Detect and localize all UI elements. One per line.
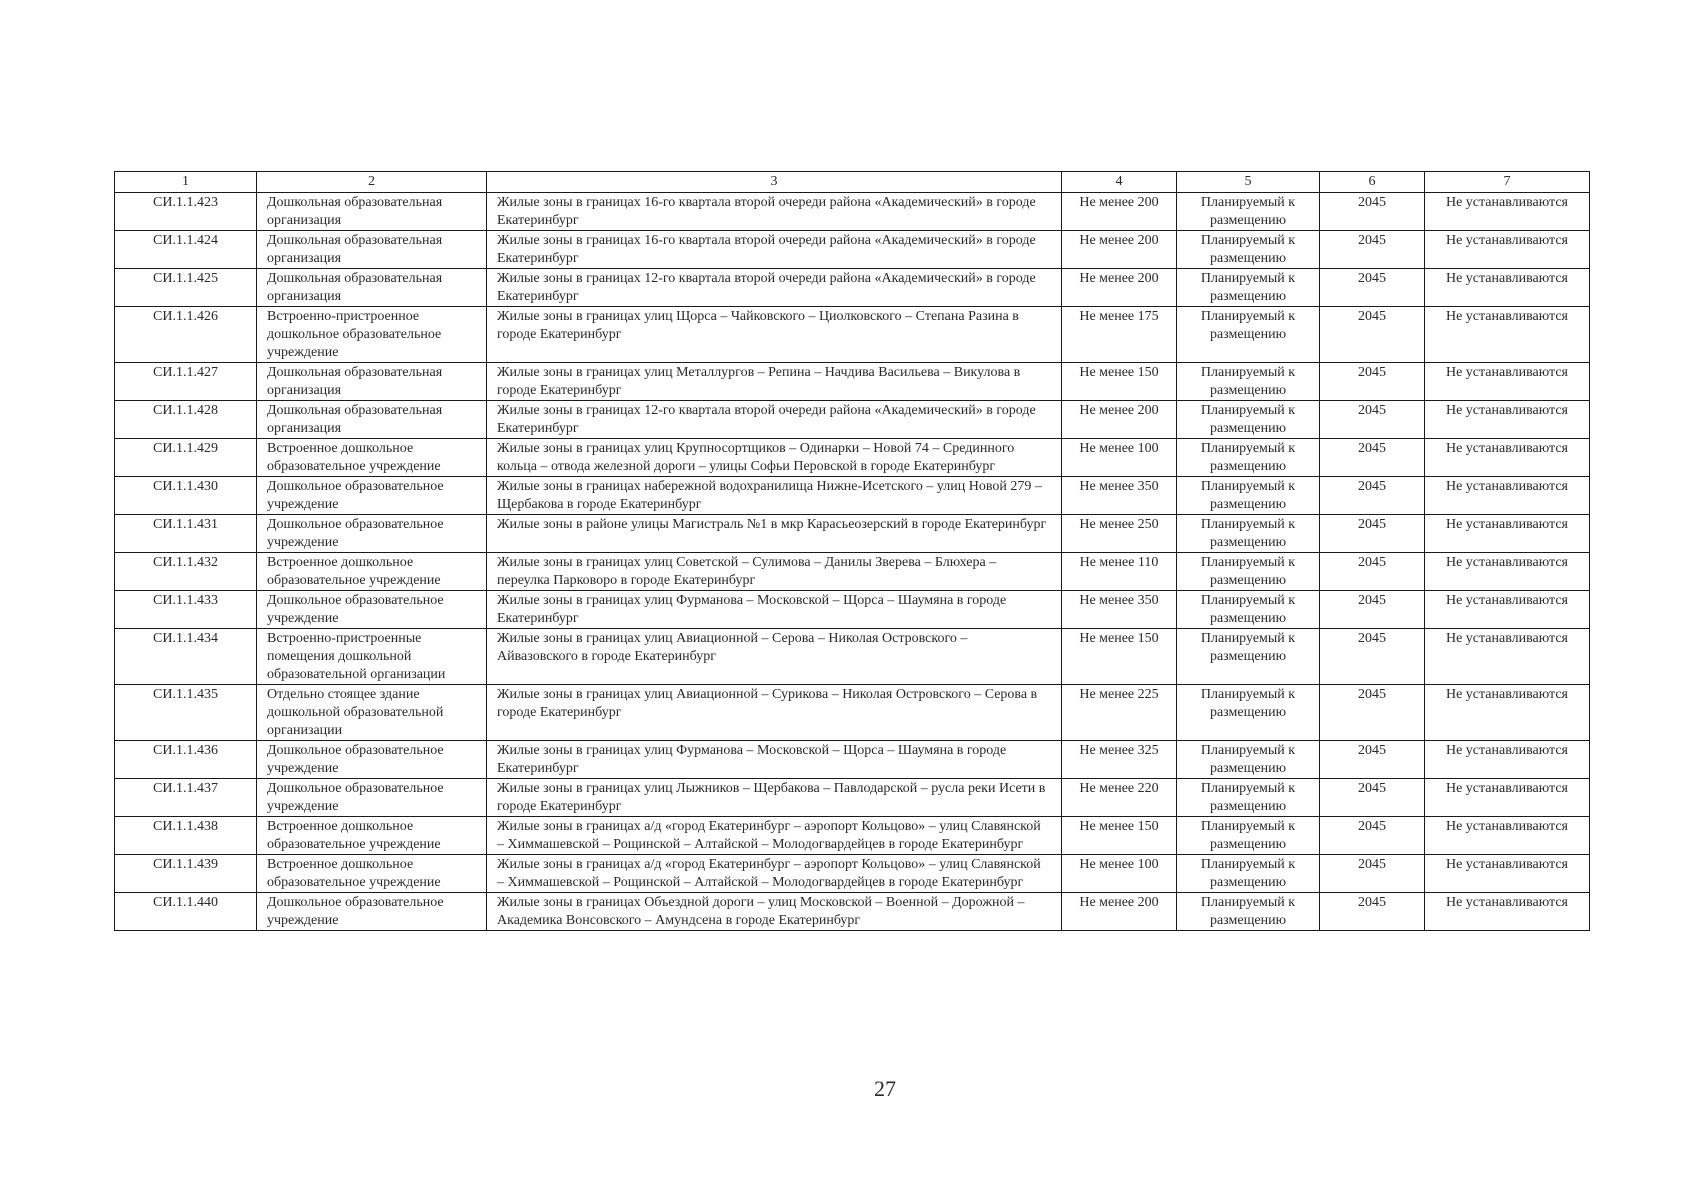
column-header: 3: [487, 172, 1062, 193]
location-cell: Жилые зоны в границах улиц Фурманова – Московской – Щорса – Шаумяна в городе Екатеринбург: [487, 741, 1062, 779]
location-cell: Жилые зоны в границах улиц Щорса – Чайковского – Циолковского – Степана Разина в городе Екатеринбург: [487, 307, 1062, 363]
status-cell: Планируемый к размещению: [1177, 553, 1320, 591]
object-code-cell: СИ.1.1.431: [115, 515, 257, 553]
capacity-cell: Не менее 100: [1062, 855, 1177, 893]
capacity-cell: Не менее 350: [1062, 591, 1177, 629]
capacity-cell: Не менее 200: [1062, 269, 1177, 307]
location-cell: Жилые зоны в границах 12-го квартала второй очереди района «Академический» в городе Екатеринбург: [487, 401, 1062, 439]
object-name-cell: Дошкольное образовательное учреждение: [257, 741, 487, 779]
capacity-cell: Не менее 175: [1062, 307, 1177, 363]
status-cell: Планируемый к размещению: [1177, 817, 1320, 855]
table-row: [115, 553, 1590, 591]
capacity-cell: Не менее 200: [1062, 193, 1177, 231]
zone-cell: Не устанавливаются: [1425, 439, 1590, 477]
table-row: [115, 591, 1590, 629]
zone-cell: Не устанавливаются: [1425, 817, 1590, 855]
facilities-table: [114, 171, 1590, 931]
zone-cell: Не устанавливаются: [1425, 231, 1590, 269]
capacity-cell: Не менее 225: [1062, 685, 1177, 741]
table-row: [115, 193, 1590, 231]
object-code-cell: СИ.1.1.437: [115, 779, 257, 817]
year-cell: 2045: [1320, 231, 1425, 269]
object-name-cell: Дошкольное образовательное учреждение: [257, 515, 487, 553]
table-row: [115, 439, 1590, 477]
table-row: [115, 779, 1590, 817]
status-cell: Планируемый к размещению: [1177, 893, 1320, 931]
object-name-cell: Дошкольная образовательная организация: [257, 363, 487, 401]
object-code-cell: СИ.1.1.424: [115, 231, 257, 269]
location-cell: Жилые зоны в границах улиц Металлургов – Репина – Начдива Васильева – Викулова в городе Екатеринбург: [487, 363, 1062, 401]
table-row: [115, 817, 1590, 855]
status-cell: Планируемый к размещению: [1177, 477, 1320, 515]
location-cell: Жилые зоны в границах Объездной дороги – улиц Московской – Военной – Дорожной – Академика Вонсовского – Амундсена в городе Екатеринбург: [487, 893, 1062, 931]
page-number: 27: [874, 1076, 896, 1101]
year-cell: 2045: [1320, 401, 1425, 439]
object-name-cell: Дошкольное образовательное учреждение: [257, 893, 487, 931]
year-cell: 2045: [1320, 363, 1425, 401]
zone-cell: Не устанавливаются: [1425, 591, 1590, 629]
column-header: 4: [1062, 172, 1177, 193]
year-cell: 2045: [1320, 893, 1425, 931]
status-cell: Планируемый к размещению: [1177, 855, 1320, 893]
capacity-cell: Не менее 250: [1062, 515, 1177, 553]
object-name-cell: Дошкольная образовательная организация: [257, 401, 487, 439]
year-cell: 2045: [1320, 307, 1425, 363]
year-cell: 2045: [1320, 553, 1425, 591]
year-cell: 2045: [1320, 629, 1425, 685]
zone-cell: Не устанавливаются: [1425, 401, 1590, 439]
object-name-cell: Встроенное дошкольное образовательное учреждение: [257, 817, 487, 855]
capacity-cell: Не менее 200: [1062, 401, 1177, 439]
object-name-cell: Дошкольное образовательное учреждение: [257, 477, 487, 515]
object-code-cell: СИ.1.1.428: [115, 401, 257, 439]
table-row: [115, 685, 1590, 741]
year-cell: 2045: [1320, 193, 1425, 231]
object-name-cell: Встроенное дошкольное образовательное учреждение: [257, 439, 487, 477]
status-cell: Планируемый к размещению: [1177, 231, 1320, 269]
object-name-cell: Встроенное дошкольное образовательное учреждение: [257, 855, 487, 893]
object-name-cell: Встроенно-пристроенное дошкольное образовательное учреждение: [257, 307, 487, 363]
capacity-cell: Не менее 325: [1062, 741, 1177, 779]
table-row: [115, 741, 1590, 779]
year-cell: 2045: [1320, 817, 1425, 855]
year-cell: 2045: [1320, 685, 1425, 741]
object-name-cell: Дошкольная образовательная организация: [257, 231, 487, 269]
capacity-cell: Не менее 200: [1062, 231, 1177, 269]
location-cell: Жилые зоны в границах 12-го квартала второй очереди района «Академический» в городе Екатеринбург: [487, 269, 1062, 307]
year-cell: 2045: [1320, 591, 1425, 629]
status-cell: Планируемый к размещению: [1177, 515, 1320, 553]
capacity-cell: Не менее 150: [1062, 363, 1177, 401]
object-code-cell: СИ.1.1.425: [115, 269, 257, 307]
table-row: [115, 307, 1590, 363]
object-code-cell: СИ.1.1.434: [115, 629, 257, 685]
year-cell: 2045: [1320, 741, 1425, 779]
table-row: [115, 855, 1590, 893]
status-cell: Планируемый к размещению: [1177, 193, 1320, 231]
capacity-cell: Не менее 100: [1062, 439, 1177, 477]
object-name-cell: Дошкольное образовательное учреждение: [257, 591, 487, 629]
status-cell: Планируемый к размещению: [1177, 439, 1320, 477]
object-code-cell: СИ.1.1.423: [115, 193, 257, 231]
capacity-cell: Не менее 150: [1062, 629, 1177, 685]
object-code-cell: СИ.1.1.435: [115, 685, 257, 741]
zone-cell: Не устанавливаются: [1425, 741, 1590, 779]
zone-cell: Не устанавливаются: [1425, 515, 1590, 553]
zone-cell: Не устанавливаются: [1425, 855, 1590, 893]
location-cell: Жилые зоны в границах 16-го квартала второй очереди района «Академический» в городе Екатеринбург: [487, 193, 1062, 231]
capacity-cell: Не менее 150: [1062, 817, 1177, 855]
object-name-cell: Дошкольная образовательная организация: [257, 269, 487, 307]
column-header: 2: [257, 172, 487, 193]
status-cell: Планируемый к размещению: [1177, 685, 1320, 741]
object-name-cell: Встроенно-пристроенные помещения дошкольной образовательной организации: [257, 629, 487, 685]
capacity-cell: Не менее 110: [1062, 553, 1177, 591]
capacity-cell: Не менее 200: [1062, 893, 1177, 931]
zone-cell: Не устанавливаются: [1425, 363, 1590, 401]
object-name-cell: Отдельно стоящее здание дошкольной образовательной организации: [257, 685, 487, 741]
location-cell: Жилые зоны в границах 16-го квартала второй очереди района «Академический» в городе Екатеринбург: [487, 231, 1062, 269]
location-cell: Жилые зоны в границах улиц Лыжников – Щербакова – Павлодарской – русла реки Исети в городе Екатеринбург: [487, 779, 1062, 817]
object-code-cell: СИ.1.1.429: [115, 439, 257, 477]
zone-cell: Не устанавливаются: [1425, 269, 1590, 307]
table-row: [115, 231, 1590, 269]
capacity-cell: Не менее 350: [1062, 477, 1177, 515]
year-cell: 2045: [1320, 477, 1425, 515]
table-row: [115, 893, 1590, 931]
object-code-cell: СИ.1.1.440: [115, 893, 257, 931]
year-cell: 2045: [1320, 269, 1425, 307]
object-name-cell: Дошкольное образовательное учреждение: [257, 779, 487, 817]
location-cell: Жилые зоны в границах улиц Фурманова – Московской – Щорса – Шаумяна в городе Екатеринбург: [487, 591, 1062, 629]
capacity-cell: Не менее 220: [1062, 779, 1177, 817]
object-name-cell: Дошкольная образовательная организация: [257, 193, 487, 231]
location-cell: Жилые зоны в границах а/д «город Екатеринбург – аэропорт Кольцово» – улиц Славянской – Химмашевской – Рощинской – Алтайской – Молодогвардейцев в городе Екатеринбург: [487, 855, 1062, 893]
location-cell: Жилые зоны в районе улицы Магистраль №1 в мкр Карасьеозерский в городе Екатеринбург: [487, 515, 1062, 553]
table-row: [115, 515, 1590, 553]
status-cell: Планируемый к размещению: [1177, 363, 1320, 401]
object-code-cell: СИ.1.1.436: [115, 741, 257, 779]
year-cell: 2045: [1320, 779, 1425, 817]
zone-cell: Не устанавливаются: [1425, 193, 1590, 231]
zone-cell: Не устанавливаются: [1425, 893, 1590, 931]
status-cell: Планируемый к размещению: [1177, 307, 1320, 363]
location-cell: Жилые зоны в границах набережной водохранилища Нижне-Исетского – улиц Новой 279 – Щербакова в городе Екатеринбург: [487, 477, 1062, 515]
zone-cell: Не устанавливаются: [1425, 307, 1590, 363]
location-cell: Жилые зоны в границах улиц Крупносортщиков – Одинарки – Новой 74 – Срединного кольца – отвода железной дороги – улицы Софьи Перовской в городе Екатеринбург: [487, 439, 1062, 477]
object-code-cell: СИ.1.1.433: [115, 591, 257, 629]
object-name-cell: Встроенное дошкольное образовательное учреждение: [257, 553, 487, 591]
status-cell: Планируемый к размещению: [1177, 741, 1320, 779]
year-cell: 2045: [1320, 439, 1425, 477]
zone-cell: Не устанавливаются: [1425, 685, 1590, 741]
status-cell: Планируемый к размещению: [1177, 779, 1320, 817]
column-header: 1: [115, 172, 257, 193]
column-header: 5: [1177, 172, 1320, 193]
zone-cell: Не устанавливаются: [1425, 629, 1590, 685]
zone-cell: Не устанавливаются: [1425, 779, 1590, 817]
zone-cell: Не устанавливаются: [1425, 553, 1590, 591]
object-code-cell: СИ.1.1.432: [115, 553, 257, 591]
object-code-cell: СИ.1.1.426: [115, 307, 257, 363]
object-code-cell: СИ.1.1.439: [115, 855, 257, 893]
zone-cell: Не устанавливаются: [1425, 477, 1590, 515]
table-row: [115, 477, 1590, 515]
year-cell: 2045: [1320, 515, 1425, 553]
year-cell: 2045: [1320, 855, 1425, 893]
table-row: [115, 401, 1590, 439]
object-code-cell: СИ.1.1.438: [115, 817, 257, 855]
status-cell: Планируемый к размещению: [1177, 629, 1320, 685]
table-row: [115, 629, 1590, 685]
status-cell: Планируемый к размещению: [1177, 591, 1320, 629]
table-row: [115, 363, 1590, 401]
table-body: [115, 193, 1590, 931]
status-cell: Планируемый к размещению: [1177, 269, 1320, 307]
status-cell: Планируемый к размещению: [1177, 401, 1320, 439]
location-cell: Жилые зоны в границах а/д «город Екатеринбург – аэропорт Кольцово» – улиц Славянской – Химмашевской – Рощинской – Алтайской – Молодогвардейцев в городе Екатеринбург: [487, 817, 1062, 855]
column-header: 6: [1320, 172, 1425, 193]
location-cell: Жилые зоны в границах улиц Советской – Сулимова – Данилы Зверева – Блюхера – переулка Парковоро в городе Екатеринбург: [487, 553, 1062, 591]
object-code-cell: СИ.1.1.430: [115, 477, 257, 515]
column-header: 7: [1425, 172, 1590, 193]
object-code-cell: СИ.1.1.427: [115, 363, 257, 401]
location-cell: Жилые зоны в границах улиц Авиационной – Серова – Николая Островского – Айвазовского в городе Екатеринбург: [487, 629, 1062, 685]
location-cell: Жилые зоны в границах улиц Авиационной – Сурикова – Николая Островского – Серова в городе Екатеринбург: [487, 685, 1062, 741]
table-row: [115, 269, 1590, 307]
table-header-row: [115, 172, 1590, 193]
